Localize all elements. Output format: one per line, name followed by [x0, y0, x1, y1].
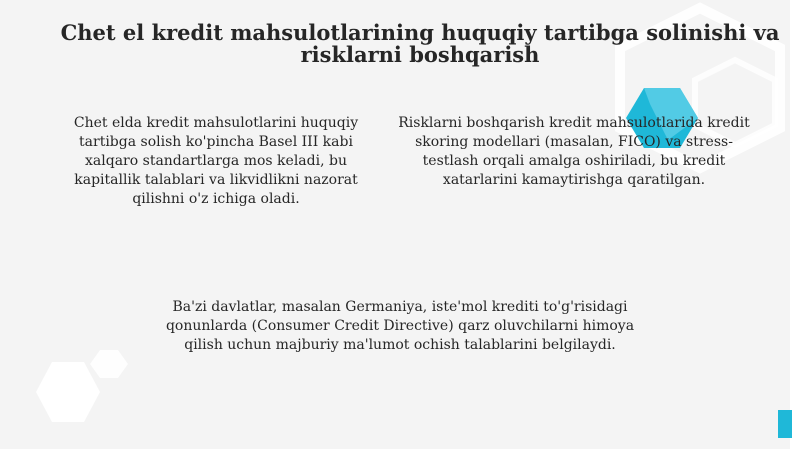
- right-edge-strip: [790, 0, 800, 449]
- paragraph-consumer-protection: Ba'zi davlatlar, masalan Germaniya, iste'mol krediti to'g'risidagi qonunlarda (Consumer Credit Directive) qarz oluvchilarni himoya qilish uchun majburiy ma'lumot ochish talablarini belgilaydi.: [165, 299, 635, 353]
- slide-title: Chet el kredit mahsulotlarining huquqiy tartibga solinishi va risklarni boshqarish: [60, 20, 780, 67]
- paragraph-risk-management: Risklarni boshqarish kredit mahsulotlarida kredit skoring modellari (masalan, FICO) va stress-testlash orqali amalga oshiriladi, bu kredit xatarlarini kamaytirishga qaratilgan.: [398, 115, 750, 188]
- hexagon-white-small: [90, 350, 128, 378]
- accent-bar: [778, 410, 792, 438]
- hexagon-white-large: [36, 362, 100, 422]
- paragraph-legal-regulation: Chet elda kredit mahsulotlarini huquqiy tartibga solish ko'pincha Basel III kabi xalqaro standartlarga mos keladi, bu kapitallik talablari va likvidlikni nazorat qilishni o'z ichiga oladi.: [73, 115, 359, 207]
